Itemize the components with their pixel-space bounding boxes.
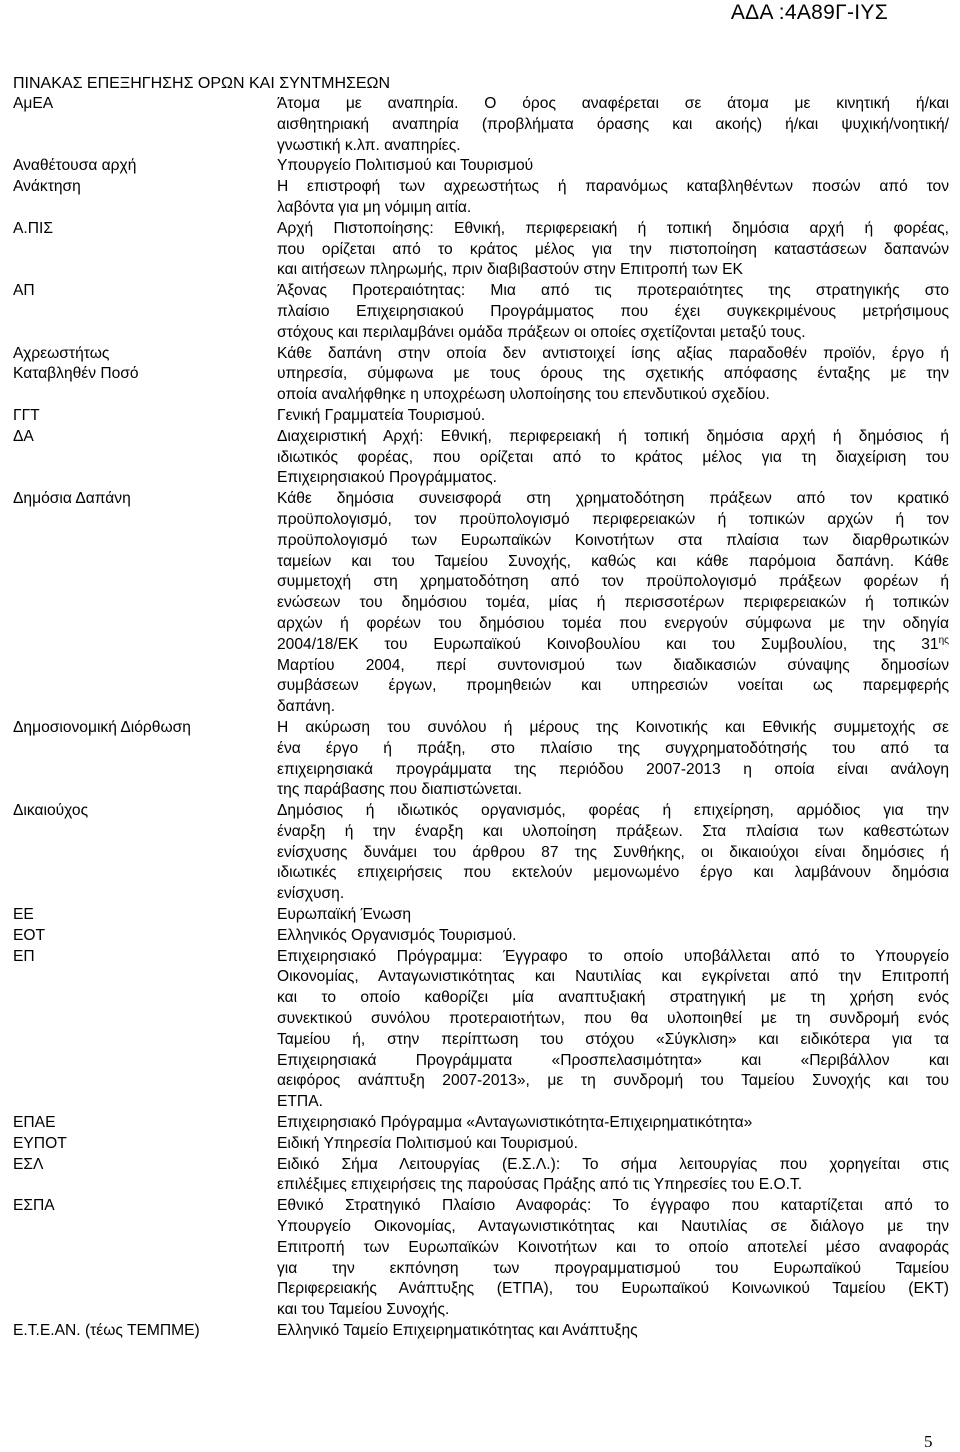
glossary-definition-line xyxy=(277,780,949,801)
definition-text: Υπουργείο Πολιτισμού και Τουρισμού xyxy=(277,157,534,175)
glossary-definition-line xyxy=(277,697,949,718)
glossary-definition xyxy=(277,219,949,281)
definition-text: ένα έργο ή πράξη, στο πλαίσιο της συγχρηματοδότησής του από τα xyxy=(277,739,949,757)
table-title: ΠΙΝΑΚΑΣ ΕΠΕΞΗΓΗΣΗΣ ΟΡΩΝ ΚΑΙ ΣΥΝΤΜΗΣΕΩΝ xyxy=(13,75,391,92)
definition-text: υπηρεσία, σύμφωνα με τους όρους της σχετικής απόφασης ένταξης με την xyxy=(277,365,949,383)
glossary-definition-line xyxy=(277,967,949,988)
glossary-row xyxy=(12,718,949,801)
definition-text: συνεκτικού συνόλου προτεραιοτήτων, που θα υλοποιηθεί με τη συνδρομή ενός xyxy=(277,1010,949,1028)
glossary-term xyxy=(12,344,277,406)
glossary-definition-line xyxy=(277,926,949,947)
ordinal-superscript: ης xyxy=(938,634,949,646)
glossary-row xyxy=(12,281,949,343)
definition-text: έναρξη ή την έναρξη και υλοποίηση πράξεων. Στα πλαίσια των καθεστώτων xyxy=(277,822,949,840)
glossary-definition xyxy=(277,427,949,489)
page-number: 5 xyxy=(924,1432,933,1451)
definition-text: προϋπολογισμό των Ευρωπαϊκών Κοινοτήτων στα πλαίσια των διαρθρωτικών xyxy=(277,531,949,549)
glossary-definition-line xyxy=(277,344,949,365)
glossary-definition-line xyxy=(277,115,949,136)
glossary-row xyxy=(12,926,949,947)
definition-text: Επιχειρησιακό Πρόγραμμα «Ανταγωνιστικότητα-Επιχειρηματικότητα» xyxy=(277,1114,753,1132)
definition-text: Επιχειρησιακό Πρόγραμμα: Έγγραφο το οποίο υποβάλλεται από το Υπουργείο xyxy=(277,947,949,965)
glossary-term-line: Αναθέτουσα αρχή xyxy=(13,157,137,175)
definition-text: Ελληνικός Οργανισμός Τουρισμού. xyxy=(277,926,517,944)
definition-text: Επιτροπή των Ευρωπαϊκών Κοινοτήτων και το οποίο αποτελεί μέσο αναφοράς xyxy=(277,1238,949,1256)
glossary-definition-line xyxy=(277,1030,949,1051)
definition-text: επιλέξιμες επιχειρήσεις της παρούσας Πράξης από τις Υπηρεσίες του Ε.Ο.Τ. xyxy=(277,1176,803,1194)
definition-text: 2004/18/ΕΚ του Ευρωπαϊκού Κοινοβουλίου και του Συμβουλίου, της 31 xyxy=(277,635,939,653)
definition-text: επιχειρησιακά προγράμματα της περιόδου 2007-2013 η οποία είναι ανάλογη xyxy=(277,760,949,778)
glossary-definition-line xyxy=(277,1217,949,1238)
glossary-term-line: ΔΑ xyxy=(13,427,34,445)
definition-text: πλαίσιο Επιχειρησιακού Προγράμματος που έχει συγκεκριμένους μετρήσιμους xyxy=(277,302,949,320)
glossary-term-line: ΑΠ xyxy=(13,282,35,300)
glossary-row xyxy=(12,489,949,718)
glossary-definition-line xyxy=(277,323,949,344)
glossary-term-line: ΕΥΠΟΤ xyxy=(13,1134,67,1152)
glossary-term-line: Αχρεωστήτως xyxy=(13,344,110,362)
definition-text: δαπάνη. xyxy=(277,698,336,716)
glossary-row xyxy=(12,94,949,156)
definition-text: Κάθε δημόσια συνεισφορά στη χρηματοδότηση πράξεων από τον κρατικό xyxy=(277,490,949,508)
glossary-definition-line xyxy=(277,676,949,697)
definition-text: ιδιωτικές επιχειρήσεις που εκτελούν μεμονωμένο έργο και λαμβάνουν δημόσια xyxy=(277,864,949,882)
glossary-term-line: ΕΣΠΑ xyxy=(13,1197,55,1215)
definition-text: αρχών ή φορέων του δημόσιου τομέα που ενεργούν σύμφωνα με την οδηγία xyxy=(277,614,949,632)
definition-text: Η ακύρωση του συνόλου ή μέρους της Κοινοτικής και Εθνικής συμμετοχής σε xyxy=(277,718,949,736)
definition-text: Οικονομίας, Ανταγωνιστικότητας και Ναυτιλίας και εγκρίνεται από την Επιτροπή xyxy=(277,968,949,986)
glossary-row xyxy=(12,1113,949,1134)
glossary-definition-line xyxy=(277,905,949,926)
definition-text: Επιχειρησιακά Προγράμματα «Προσπελασιμότητα» και «Περιβάλλον και xyxy=(277,1051,949,1069)
glossary-definition-line xyxy=(277,156,949,177)
glossary-definition xyxy=(277,281,949,343)
glossary-row xyxy=(12,219,949,281)
definition-text: ταμείων και του Ταμείου Συνοχής, καθώς και κάθε παρόμοια δαπάνη. Κάθε xyxy=(277,552,949,570)
glossary-term xyxy=(12,718,277,801)
glossary-term-line: Ε.Τ.Ε.ΑΝ. (τέως ΤΕΜΠΜΕ) xyxy=(13,1322,200,1340)
glossary-term xyxy=(12,1113,277,1134)
glossary-definition-line xyxy=(277,760,949,781)
glossary-definition-line xyxy=(277,863,949,884)
glossary-term xyxy=(12,94,277,156)
definition-text: ενίσχυση. xyxy=(277,885,345,903)
glossary-definition-line xyxy=(277,448,949,469)
glossary-term xyxy=(12,219,277,281)
definition-text: αισθητηριακή αναπηρία (προβλήματα όρασης και ακοής) ή/και ψυχική/νοητική/ xyxy=(277,115,949,133)
glossary-row xyxy=(12,1134,949,1155)
glossary-definition-line xyxy=(277,1259,949,1280)
glossary-definition xyxy=(277,344,949,406)
glossary-definition-line xyxy=(277,1092,949,1113)
glossary-definition xyxy=(277,94,949,156)
glossary-definition-line xyxy=(277,1196,949,1217)
definition-text: που ορίζεται από το κράτος μέλος για την πιστοποίηση καταστάσεων δαπανών xyxy=(277,240,949,258)
definition-text: της παράβασης που διαπιστώνεται. xyxy=(277,781,522,799)
glossary-definition-line xyxy=(277,843,949,864)
glossary-term xyxy=(12,1321,277,1342)
glossary-term xyxy=(12,427,277,489)
definition-text: Επιχειρησιακού Προγράμματος. xyxy=(277,469,497,487)
definition-text: ενώσεων του δημόσιου τομέα, μίας ή περισσοτέρων περιφερειακών ή τοπικών xyxy=(277,594,949,612)
definition-text: Ειδική Υπηρεσία Πολιτισμού και Τουρισμού. xyxy=(277,1134,578,1152)
glossary-term-line: Ανάκτηση xyxy=(13,178,81,196)
glossary-definition-line xyxy=(277,302,949,323)
glossary-term-line: Δημοσιονομική Διόρθωση xyxy=(13,718,191,736)
glossary-term xyxy=(12,489,277,718)
definition-text: οποία αναλήφθηκε η υποχρέωση υλοποίησης του επενδυτικού σχεδίου. xyxy=(277,386,770,404)
glossary-definition xyxy=(277,905,949,926)
glossary-term xyxy=(12,281,277,343)
glossary-definition xyxy=(277,926,949,947)
glossary-term xyxy=(12,406,277,427)
glossary-definition-line xyxy=(277,260,949,281)
definition-text: Μαρτίου 2004, περί συντονισμού των διαδικασιών σύναψης δημοσίων xyxy=(277,656,949,674)
definition-text: Εθνικό Στρατηγικό Πλαίσιο Αναφοράς: Το έγγραφο που καταρτίζεται από το xyxy=(277,1197,949,1215)
glossary-row xyxy=(12,947,949,1113)
glossary-definition-line xyxy=(277,1071,949,1092)
glossary-term-line: ΕΣΛ xyxy=(13,1155,44,1173)
glossary-definition-line xyxy=(277,406,949,427)
glossary-term-line: ΓΓΤ xyxy=(13,406,40,424)
glossary-definition-line xyxy=(277,177,949,198)
definition-text: γνωστική κ.λπ. αναπηρίες. xyxy=(277,136,461,154)
definition-text: Κάθε δαπάνη στην οποία δεν αντιστοιχεί ίσης αξίας παραδοθέν προϊόν, έργο ή xyxy=(277,344,949,362)
glossary-term-line: ΕΟΤ xyxy=(13,926,46,944)
definition-text: και του Ταμείου Συνοχής. xyxy=(277,1301,450,1319)
definition-text: Δημόσιος ή ιδιωτικός οργανισμός, φορέας ή επιχείρηση, αρμόδιος για την xyxy=(277,802,949,820)
glossary-row xyxy=(12,344,949,406)
definition-text: και το οποίο καθορίζει μία αναπτυξιακή στρατηγική με τη χρήση ενός xyxy=(277,989,949,1007)
glossary-term-line: Δημόσια Δαπάνη xyxy=(13,490,131,508)
glossary-definition-line xyxy=(277,219,949,240)
glossary-definition-line xyxy=(277,552,949,573)
glossary-row xyxy=(12,406,949,427)
glossary-definition-line xyxy=(277,385,949,406)
glossary-definition-line xyxy=(277,635,949,656)
glossary-definition-line xyxy=(277,822,949,843)
definition-text: Περιφερειακής Ανάπτυξης (ΕΤΠΑ), του Ευρωπαϊκού Κοινωνικού Ταμείου (ΕΚΤ) xyxy=(277,1280,949,1298)
glossary-definition-line xyxy=(277,468,949,489)
glossary-definition xyxy=(277,1155,949,1197)
glossary-definition-line xyxy=(277,510,949,531)
glossary-definition-line xyxy=(277,240,949,261)
glossary-definition-line xyxy=(277,94,949,115)
glossary-body xyxy=(12,94,949,1342)
glossary-definition-line xyxy=(277,1279,949,1300)
glossary-table xyxy=(12,94,949,1342)
definition-text: αειφόρος ανάπτυξη 2007-2013», με τη συνδρομή του Ταμείου Συνοχής και του xyxy=(277,1072,949,1090)
glossary-term-line: Καταβληθέν Ποσό xyxy=(13,365,139,383)
definition-text: Ελληνικό Ταμείο Επιχειρηματικότητας και Ανάπτυξης xyxy=(277,1322,638,1340)
glossary-definition-line xyxy=(277,281,949,302)
glossary-term xyxy=(12,177,277,219)
glossary-definition xyxy=(277,718,949,801)
glossary-definition xyxy=(277,406,949,427)
definition-text: για την εκπόνηση των προγραμματισμού του Ευρωπαϊκού Ταμείου xyxy=(277,1259,949,1277)
glossary-term xyxy=(12,156,277,177)
glossary-definition xyxy=(277,801,949,905)
glossary-term-line: ΕΕ xyxy=(13,906,34,924)
definition-text: Ταμείου ή, στην περίπτωση του στόχου «Σύγκλιση» και ειδικότερα για τα xyxy=(277,1030,949,1048)
glossary-row xyxy=(12,1155,949,1197)
glossary-definition-line xyxy=(277,718,949,739)
glossary-term-line: Α.ΠΙΣ xyxy=(13,219,53,237)
glossary-definition-line xyxy=(277,136,949,157)
definition-text: συμμετοχή στη χρηματοδότηση από τον προϋπολογισμό πράξεων φορέων ή xyxy=(277,573,949,591)
glossary-definition xyxy=(277,1196,949,1321)
glossary-definition-line xyxy=(277,656,949,677)
definition-text: Άτομα με αναπηρία. Ο όρος αναφέρεται σε άτομα με κινητική ή/και xyxy=(277,95,949,112)
definition-text: συμβάσεων έργων, προμηθειών και υπηρεσιών νοείται ως παρεμφερής xyxy=(277,677,949,695)
glossary-definition xyxy=(277,489,949,718)
definition-text: Γενική Γραμματεία Τουρισμού. xyxy=(277,406,486,424)
glossary-definition-line xyxy=(277,489,949,510)
definition-text: και αιτήσεων πληρωμής, πριν διαβιβαστούν στην Επιτροπή των ΕΚ xyxy=(277,261,743,279)
glossary-definition-line xyxy=(277,1238,949,1259)
glossary-definition-line xyxy=(277,593,949,614)
glossary-definition-line xyxy=(277,947,949,968)
glossary-definition-line xyxy=(277,988,949,1009)
glossary-definition-line xyxy=(277,1113,949,1134)
glossary-term xyxy=(12,801,277,905)
definition-text: Υπουργείο Οικονομίας, Ανταγωνιστικότητας και Ναυτιλίας σε διάλογο με την xyxy=(277,1218,949,1236)
glossary-term xyxy=(12,926,277,947)
glossary-term xyxy=(12,905,277,926)
definition-text: Ευρωπαϊκή Ένωση xyxy=(277,906,412,924)
glossary-term-line: Δικαιούχος xyxy=(13,802,89,820)
glossary-row xyxy=(12,1321,949,1342)
glossary-definition xyxy=(277,1134,949,1155)
definition-text: Άξονας Προτεραιότητας: Μια από τις προτεραιότητες της στρατηγικής στο xyxy=(277,282,949,300)
definition-text: ΕΤΠΑ. xyxy=(277,1093,323,1111)
glossary-definition-line xyxy=(277,1321,949,1342)
glossary-term-line: ΕΠΑΕ xyxy=(13,1114,56,1132)
definition-text: Η επιστροφή των αχρεωστήτως ή παρανόμως καταβληθέντων ποσών από τον xyxy=(277,178,949,196)
glossary-definition-line xyxy=(277,739,949,760)
glossary-definition xyxy=(277,1321,949,1342)
glossary-definition-line xyxy=(277,1134,949,1155)
glossary-row xyxy=(12,427,949,489)
definition-text: ενίσχυσης δυνάμει του άρθρου 87 της Συνθήκης, οι δικαιούχοι είναι δημόσιες ή xyxy=(277,843,949,861)
definition-text: Διαχειριστική Αρχή: Εθνική, περιφερειακή ή τοπική δημόσια αρχή ή δημόσιος ή xyxy=(277,427,949,445)
glossary-definition-line xyxy=(277,364,949,385)
glossary-definition-line xyxy=(277,614,949,635)
glossary-definition-line xyxy=(277,1155,949,1176)
definition-text: Ειδικό Σήμα Λειτουργίας (Ε.Σ.Λ.): Το σήμα λειτουργίας που χορηγείται στις xyxy=(277,1155,949,1173)
glossary-row xyxy=(12,177,949,219)
glossary-definition-line xyxy=(277,572,949,593)
glossary-definition xyxy=(277,947,949,1113)
glossary-term-line: ΑμΕΑ xyxy=(13,95,54,112)
glossary-term xyxy=(12,1196,277,1321)
glossary-definition xyxy=(277,177,949,219)
glossary-definition-line xyxy=(277,1051,949,1072)
glossary-row xyxy=(12,1196,949,1321)
definition-text: Αρχή Πιστοποίησης: Εθνική, περιφερειακή ή τοπική δημόσια αρχή ή φορέας, xyxy=(277,219,949,237)
glossary-row xyxy=(12,801,949,905)
glossary-row xyxy=(12,156,949,177)
definition-text: προϋπολογισμό, τον προϋπολογισμό περιφερειακών ή τοπικών αρχών ή τον xyxy=(277,510,949,528)
glossary-definition-line xyxy=(277,1300,949,1321)
glossary-definition-line xyxy=(277,801,949,822)
document-code-header: ΑΔΑ :4Α89Γ-ΙΥΣ xyxy=(730,1,888,24)
glossary-row xyxy=(12,905,949,926)
glossary-term xyxy=(12,1134,277,1155)
glossary-definition-line xyxy=(277,1009,949,1030)
glossary-term xyxy=(12,947,277,1113)
glossary-definition-line xyxy=(277,531,949,552)
glossary-definition-line xyxy=(277,884,949,905)
glossary-definition xyxy=(277,156,949,177)
glossary-definition-line xyxy=(277,1175,949,1196)
definition-text: ιδιωτικός φορέας, που ορίζεται από το κράτος μέλος για τη διαχείριση του xyxy=(277,448,949,466)
definition-text: λαβόντα για μη νόμιμη αιτία. xyxy=(277,198,472,216)
glossary-definition-line xyxy=(277,198,949,219)
glossary-definition-line xyxy=(277,427,949,448)
definition-text: στόχους και περιλαμβάνει ομάδα πράξεων οι οποίες σχετίζονται μεταξύ τους. xyxy=(277,323,806,341)
glossary-term-line: ΕΠ xyxy=(13,947,35,965)
glossary-term xyxy=(12,1155,277,1197)
glossary-definition xyxy=(277,1113,949,1134)
